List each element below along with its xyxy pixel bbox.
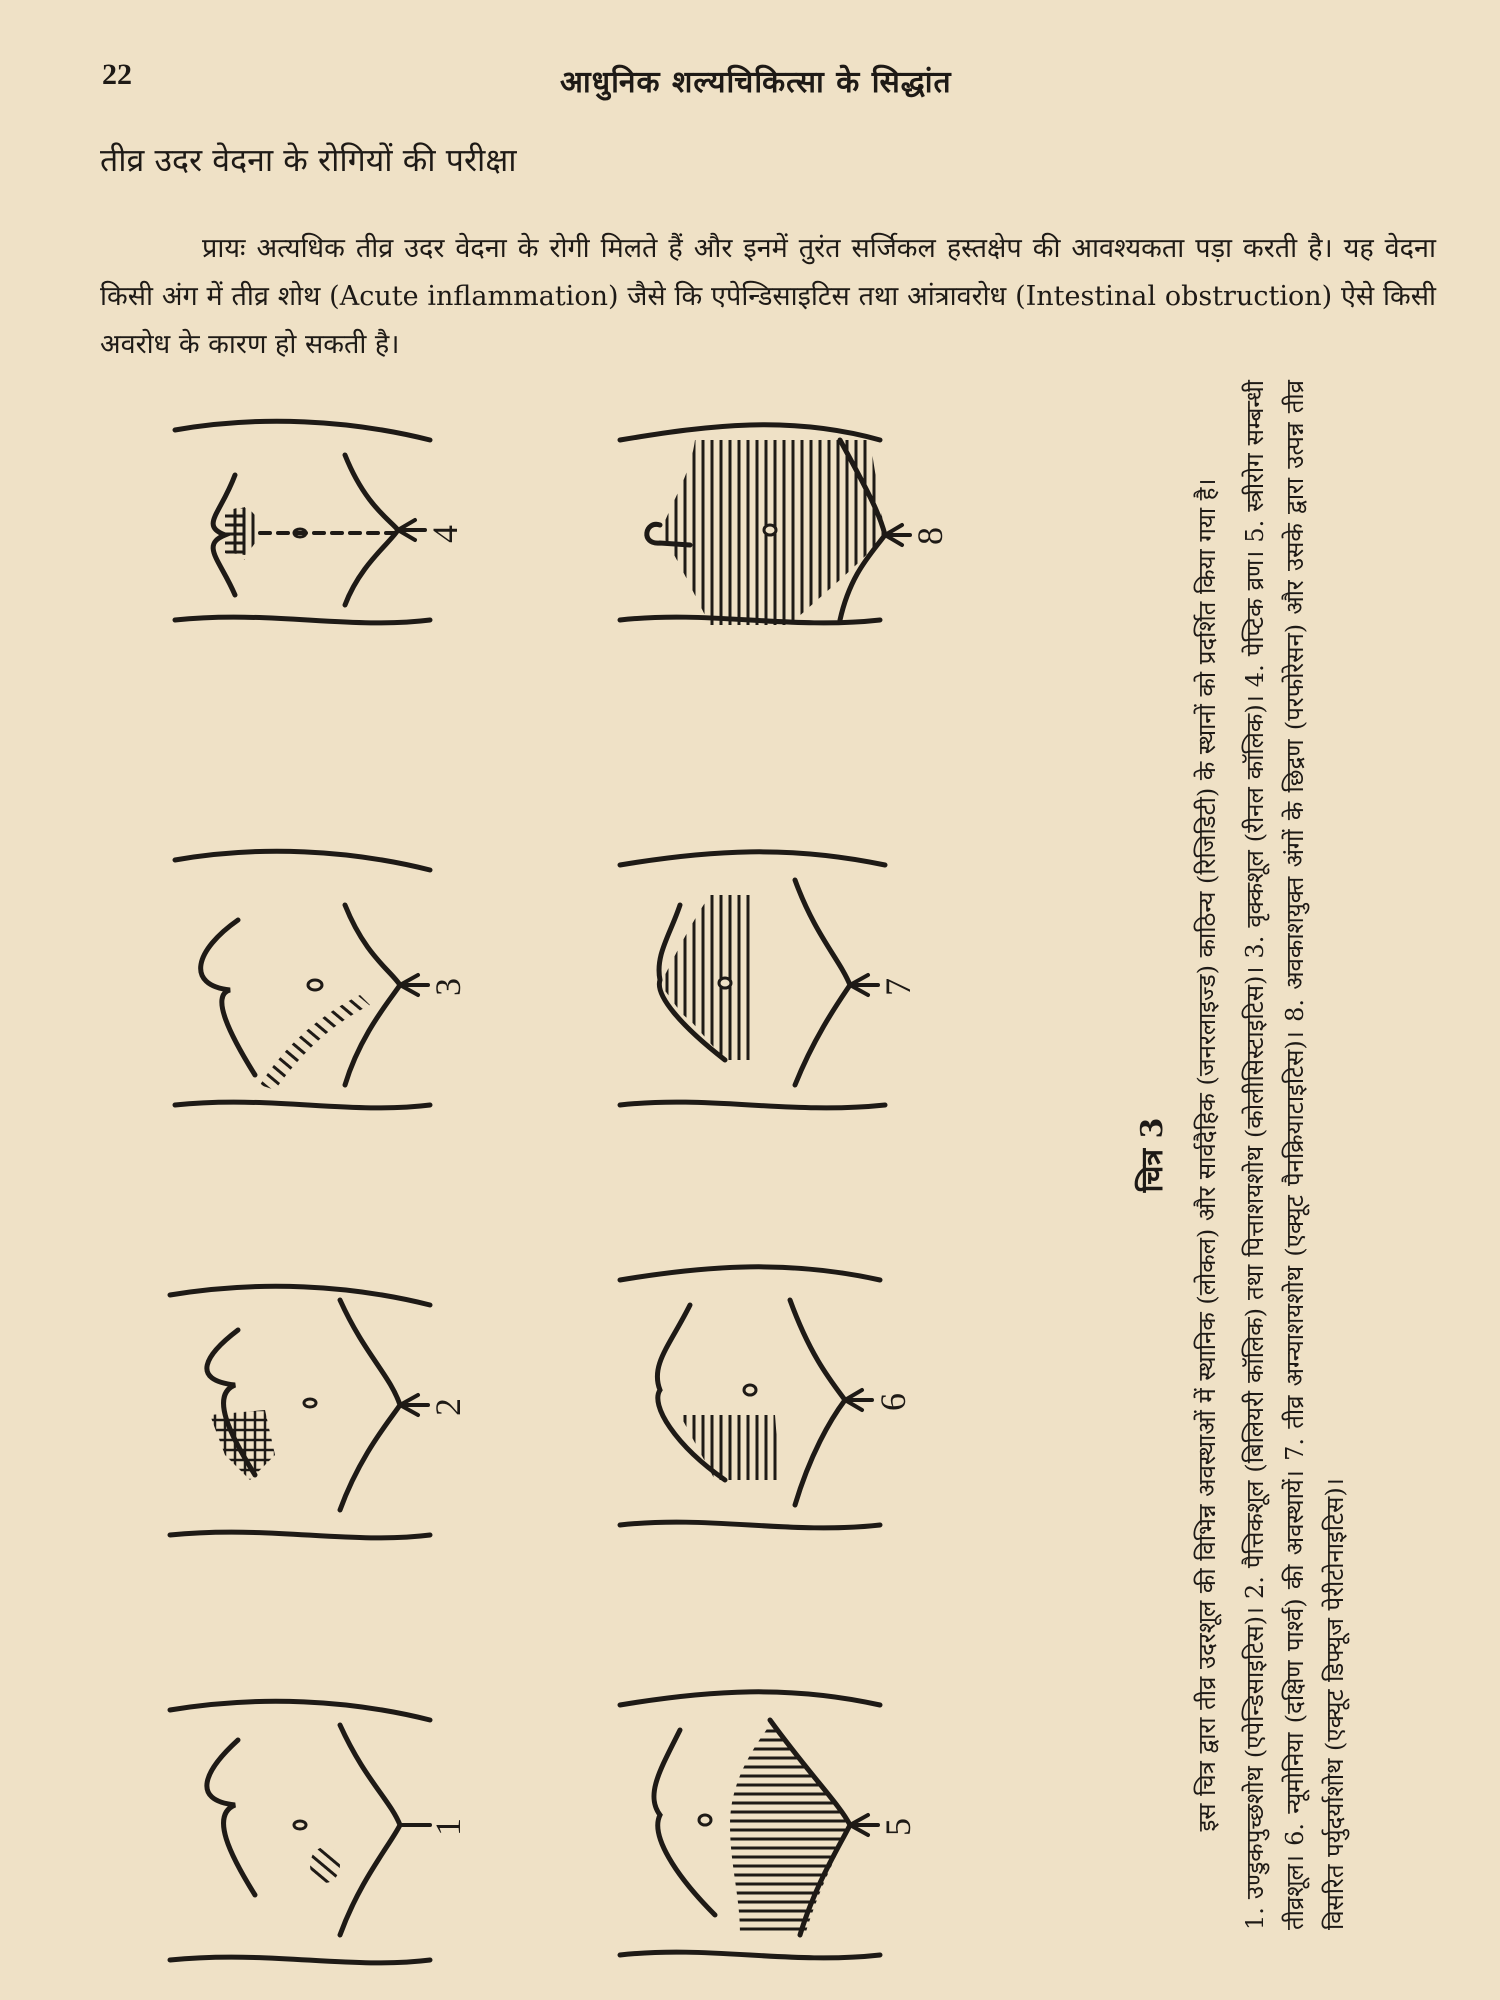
panel-number-3: 3 — [428, 978, 468, 996]
panel-6 — [620, 1267, 913, 1528]
panel-8 — [620, 425, 950, 625]
panel-4 — [175, 421, 465, 623]
panel-number-7: 7 — [878, 978, 918, 996]
panel-number-5: 5 — [878, 1818, 918, 1836]
panel-1 — [170, 1701, 468, 1963]
panel-number-1: 1 — [428, 1818, 468, 1836]
figure-caption — [1130, 380, 1430, 1930]
page-number: 22 — [102, 58, 132, 91]
panel-2 — [170, 1286, 468, 1538]
panel-number-8: 8 — [910, 527, 950, 545]
panel-7 — [620, 852, 918, 1108]
panel-3 — [175, 851, 468, 1108]
panel-number-6: 6 — [873, 1393, 913, 1411]
running-title: आधुनिक शल्यचिकित्सा के सिद्धांत — [560, 65, 952, 100]
panel-5 — [620, 1692, 918, 1958]
figure-label: चित्र 3 — [1135, 1117, 1170, 1193]
body-paragraph: प्रायः अत्यधिक तीव्र उदर वेदना के रोगी मिलते हैं और इनमें तुरंत सर्जिकल हस्तक्षेप की आवश्यकता पड़ा करती है। यह वेदना किसी अंग में तीव्र शोथ (Acute inflammation) जैसे कि एपेन्डिसाइटिस तथा आंत्रावरोध (Intestinal obstruction) ऐसे किसी अवरोध के कारण हो सकती है। — [100, 233, 1436, 360]
panel-number-4: 4 — [425, 525, 465, 543]
caption-legend: 1. उण्डुकपुच्छशोथ (एपेन्डिसाइटिस)। 2. पैत्तिकशूल (बिलियरी कॉलिक) तथा पित्ताशयशोथ (कोलीसिस्टाइटिस)। 3. वृक्कशूल (रीनल कॉलिक)। 4. पेप्टिक व्रण। 5. स्त्रीरोग सम्बन्धी तीव्रशूल। 6. न्यूमोनिया (दक्षिण पार्श्व) की अवस्थायें। 7. तीव्र अग्न्याशयशोथ (एक्यूट पैनक्रियाटाइटिस)। 8. अवकाशयुक्त अंगों के छिद्रण (परफोरेसन) और उसके द्वारा उत्पन्न तीव्र विसरित पर्युदर्याशोथ (एक्यूट डिफ्यूज पेरीटोनाइटिस)। — [1241, 380, 1349, 1930]
panel-number-2: 2 — [428, 1398, 468, 1416]
section-heading: तीव्र उदर वेदना के रोगियों की परीक्षा — [100, 141, 517, 179]
caption-intro: इस चित्र द्वारा तीव्र उदरशूल की विभिन्न अवस्थाओं में स्थानिक (लोकल) और सार्वदैहिक (जनरलाइज्ड) काठिन्य (रिजिडिटी) के स्थानों को प्रदर्शित किया गया है। — [1193, 478, 1221, 1832]
